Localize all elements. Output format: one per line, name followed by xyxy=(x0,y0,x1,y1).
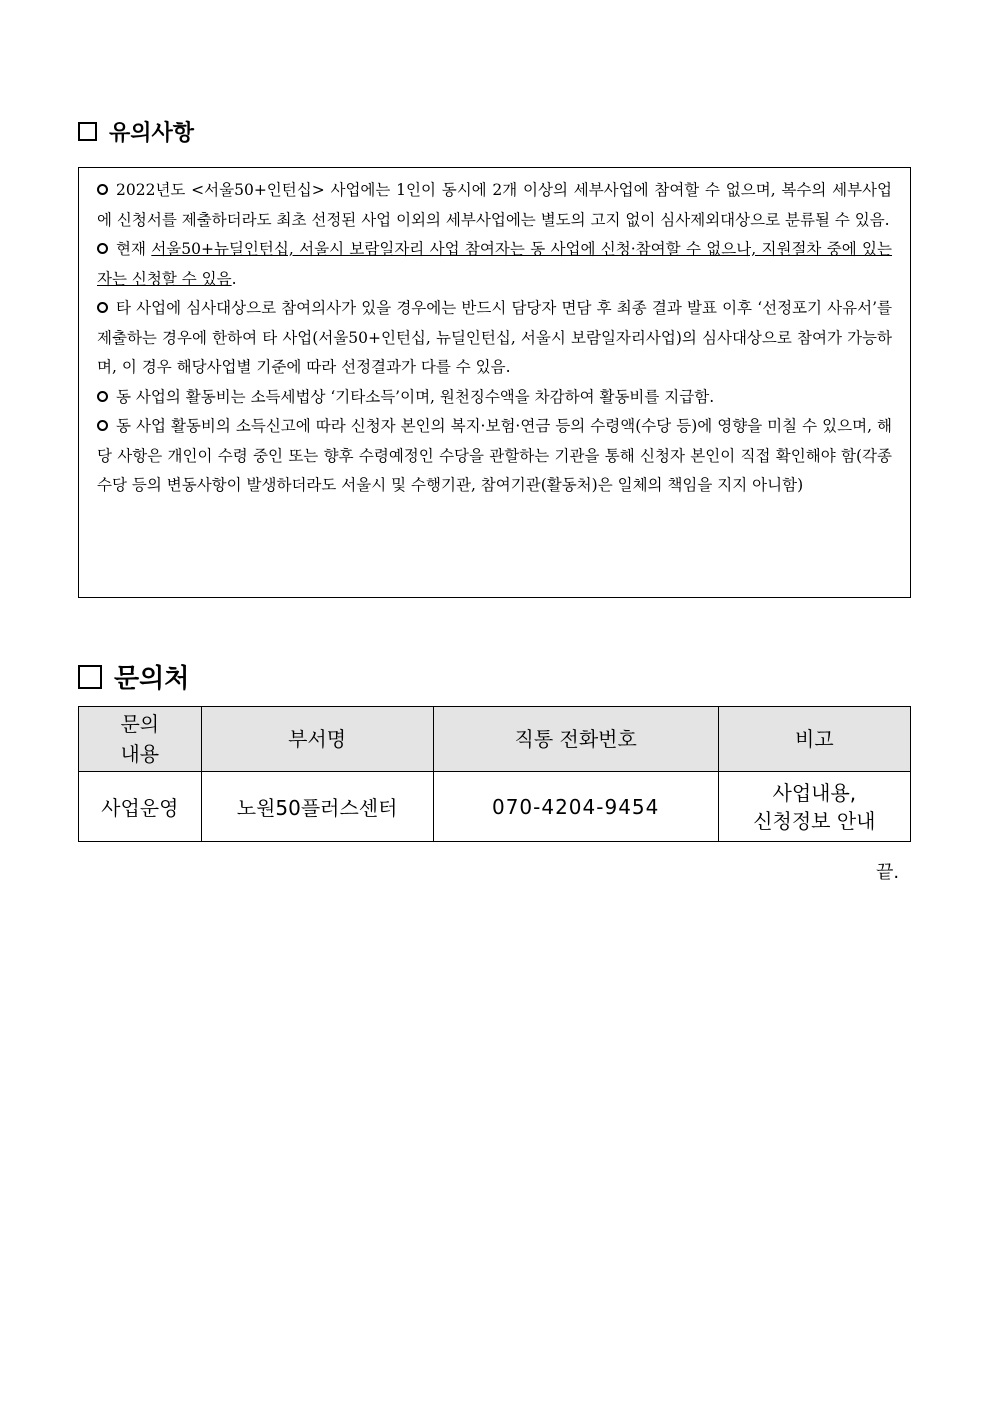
table-header-row xyxy=(79,707,911,772)
cell-remarks xyxy=(718,772,910,842)
header-inquiry-line1: 문의 xyxy=(120,712,160,736)
note-text: 현재 xyxy=(116,240,152,258)
note-text: . xyxy=(231,269,237,288)
circle-bullet-icon xyxy=(97,391,108,402)
circle-bullet-icon xyxy=(97,302,108,313)
checkbox-icon xyxy=(78,122,97,141)
contact-title: 문의처 xyxy=(114,664,190,694)
table-row xyxy=(79,772,911,842)
note-underlined-text: 서울50+뉴딜인턴십, 서울시 보람일자리 사업 참여자는 동 사업에 신청·참여할 수 없으나, 지원절차 중에 있는 자는 신청할 수 있음 xyxy=(97,240,893,288)
circle-bullet-icon xyxy=(97,243,108,254)
remarks-line1: 사업내용, xyxy=(772,780,857,805)
note-item xyxy=(97,294,892,383)
header-department: 부서명 xyxy=(201,707,433,772)
note-text: 2022년도 <서울50+인턴십> 사업에는 1인이 동시에 2개 이상의 세부사업에 참여할 수 없으며, 복수의 세부사업에 신청서를 제출하더라도 최초 선정된 사업 이외의 세부사업에는 별도의 고지 없이 심사제외대상으로 분류될 수 있음. xyxy=(97,181,892,229)
notes-box xyxy=(78,167,911,598)
header-phone: 직통 전화번호 xyxy=(433,707,718,772)
cell-inquiry: 사업운영 xyxy=(79,772,202,842)
contact-heading xyxy=(78,658,189,695)
notes-heading xyxy=(78,116,194,147)
end-mark: 끝. xyxy=(876,862,900,883)
contact-table xyxy=(78,706,911,842)
circle-bullet-icon xyxy=(97,420,108,431)
header-remarks: 비고 xyxy=(718,707,910,772)
checkbox-icon xyxy=(78,665,102,689)
note-text: 동 사업 활동비의 소득신고에 따라 신청자 본인의 복지·보험·연금 등의 수령액(수당 등)에 영향을 미칠 수 있으며, 해당 사항은 개인이 수령 중인 또는 향후 수령예정인 수당을 관할하는 기관을 통해 신청자 본인이 직접 확인해야 함(각종 수당 등의 변동사항이 발생하더라도 서울시 및 수행기관, 참여기관(활동처)은 일체의 책임을 지지 아니함) xyxy=(97,417,892,494)
header-inquiry xyxy=(79,707,202,772)
circle-bullet-icon xyxy=(97,184,108,195)
note-item xyxy=(97,235,892,294)
note-item xyxy=(97,176,892,235)
remarks-line2: 신청정보 안내 xyxy=(753,808,876,833)
cell-phone: 070-4204-9454 xyxy=(433,772,718,842)
notes-title: 유의사항 xyxy=(109,121,195,146)
note-text: 동 사업의 활동비는 소득세법상 ‘기타소득’이며, 원천징수액을 차감하여 활동비를 지급함. xyxy=(116,387,715,406)
header-inquiry-line2: 내용 xyxy=(120,742,160,766)
cell-department: 노원50플러스센터 xyxy=(201,772,433,842)
note-item xyxy=(97,412,892,501)
note-item xyxy=(97,383,892,413)
note-text: 타 사업에 심사대상으로 참여의사가 있을 경우에는 반드시 담당자 면담 후 최종 결과 발표 이후 ‘선정포기 사유서’를 제출하는 경우에 한하여 타 사업(서울50+인턴십, 뉴딜인턴십, 서울시 보람일자리사업)의 심사대상으로 참여가 가능하며, 이 경우 해당사업별 기준에 따라 선정결과가 다를 수 있음. xyxy=(97,299,892,376)
